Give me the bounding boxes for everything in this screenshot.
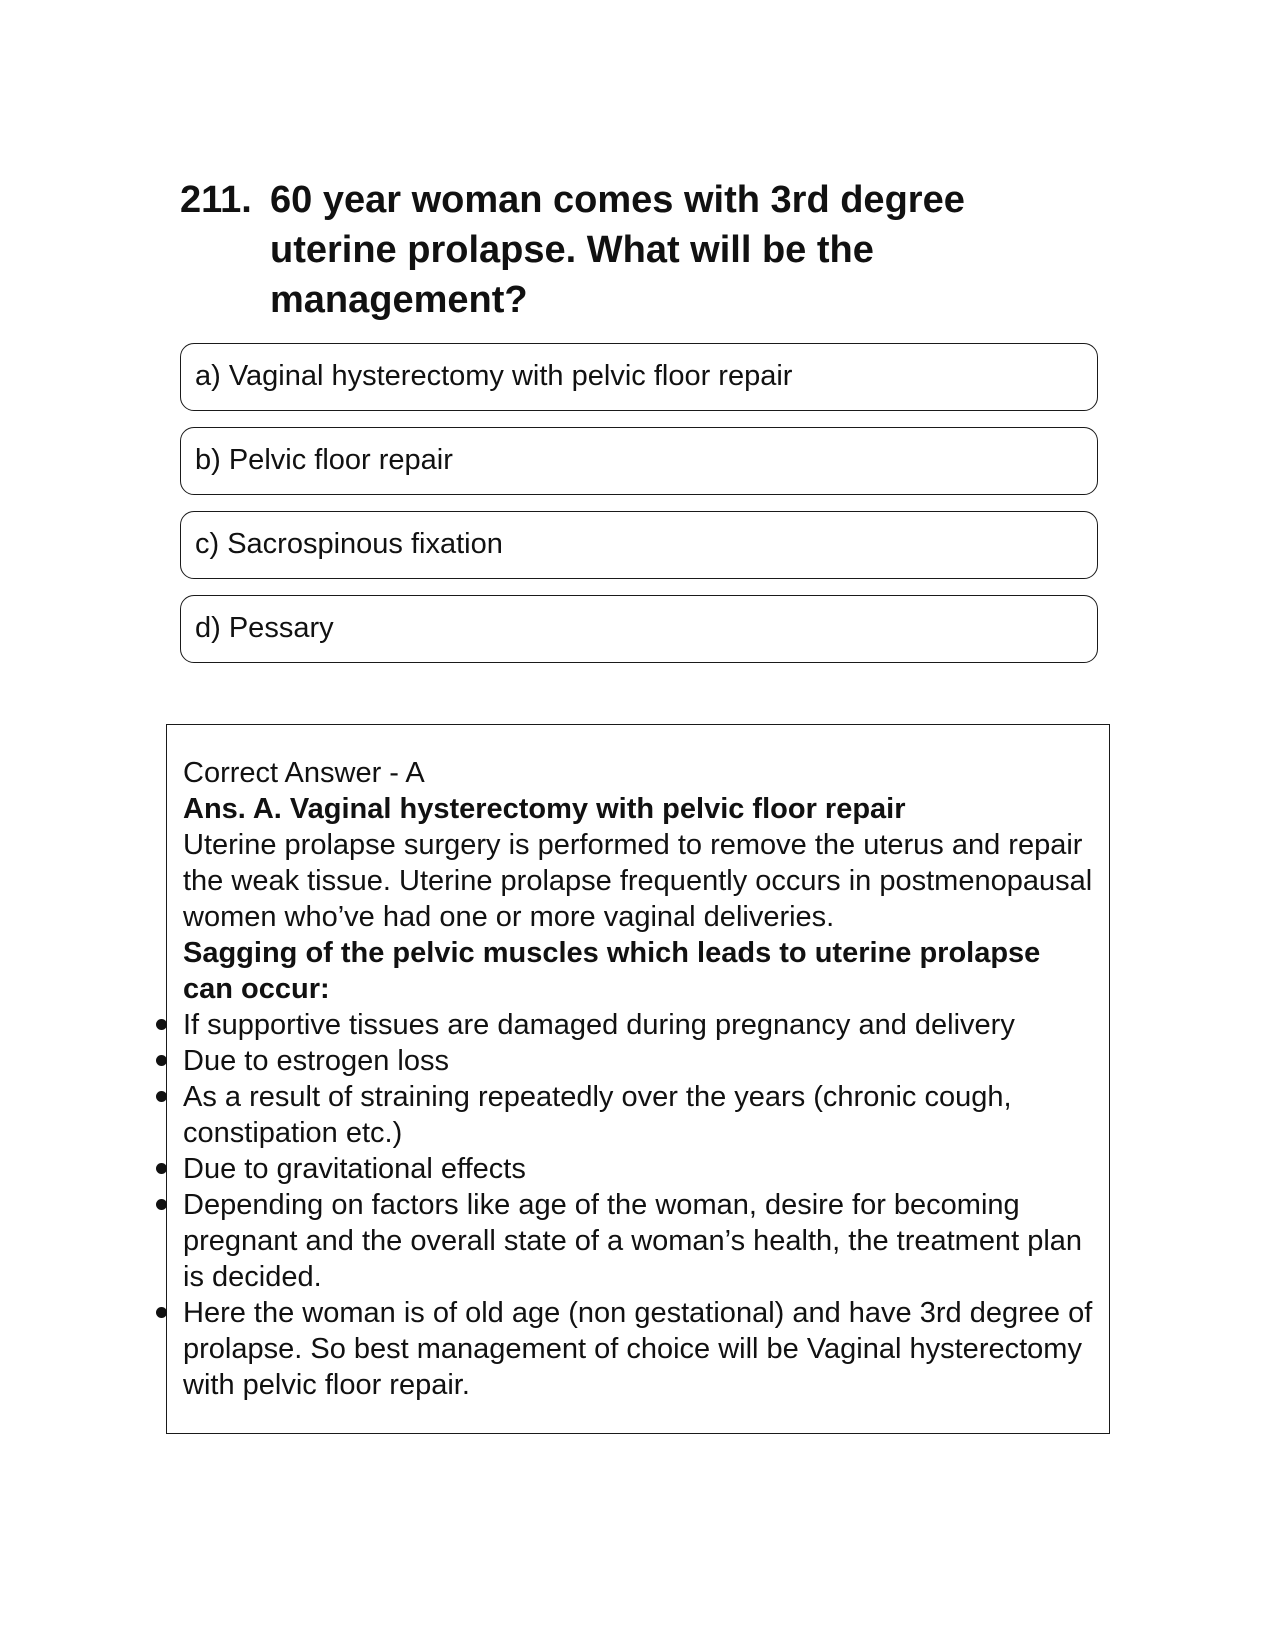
list-item xyxy=(183,1007,1095,1043)
option-d[interactable]: d) Pessary xyxy=(180,595,1098,663)
correct-answer-label: Correct Answer - A xyxy=(183,757,425,789)
answer-content xyxy=(183,755,1095,1403)
bullet-icon xyxy=(156,1055,167,1066)
list-item-text: Depending on factors like age of the woman, desire for becoming pregnant and the overall state of a woman’s health, the treatment plan is decided. xyxy=(183,1189,1083,1293)
list-item xyxy=(183,1295,1095,1403)
question-heading xyxy=(180,175,1080,325)
answer-heading: Ans. A. Vaginal hysterectomy with pelvic floor repair xyxy=(183,793,906,825)
list-item-text: As a result of straining repeatedly over the years (chronic cough, constipation etc.) xyxy=(183,1081,1012,1149)
list-item-text: If supportive tissues are damaged during pregnancy and delivery xyxy=(183,1009,1015,1041)
list-item-text: Due to gravitational effects xyxy=(183,1153,526,1185)
list-item xyxy=(183,1079,1095,1151)
causes-list xyxy=(183,1007,1095,1403)
option-a[interactable]: a) Vaginal hysterectomy with pelvic floor repair xyxy=(180,343,1098,411)
explanation-paragraph: Uterine prolapse surgery is performed to remove the uterus and repair the weak tissue. Uterine prolapse frequently occurs in postmenopausal women who’ve had one or more vaginal deliveries. xyxy=(183,829,1093,933)
bullet-icon xyxy=(156,1163,167,1174)
question-text: 60 year woman comes with 3rd degree uterine prolapse. What will be the management? xyxy=(270,179,965,321)
answer-options xyxy=(180,343,1098,679)
bullet-icon xyxy=(156,1091,167,1102)
question-number: 211. xyxy=(180,179,252,221)
causes-subheading: Sagging of the pelvic muscles which leads to uterine prolapse can occur: xyxy=(183,937,1041,1005)
bullet-icon xyxy=(156,1307,167,1318)
list-item-text: Due to estrogen loss xyxy=(183,1045,449,1077)
option-b[interactable]: b) Pelvic floor repair xyxy=(180,427,1098,495)
list-item xyxy=(183,1151,1095,1187)
answer-explanation-box xyxy=(166,724,1110,1434)
list-item xyxy=(183,1187,1095,1295)
list-item xyxy=(183,1043,1095,1079)
bullet-icon xyxy=(156,1019,167,1030)
bullet-icon xyxy=(156,1199,167,1210)
option-c[interactable]: c) Sacrospinous fixation xyxy=(180,511,1098,579)
list-item-text: Here the woman is of old age (non gestational) and have 3rd degree of prolapse. So best management of choice will be Vaginal hysterectomy with pelvic floor repair. xyxy=(183,1297,1093,1401)
